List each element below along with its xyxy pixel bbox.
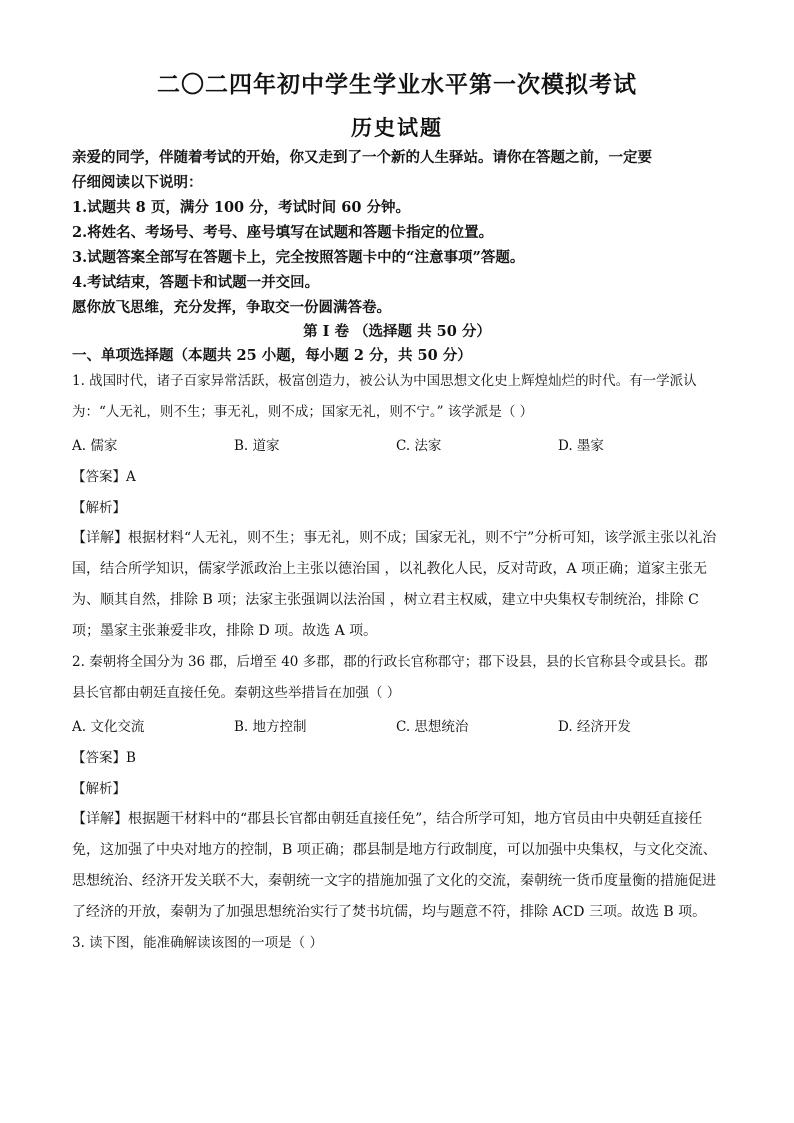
question-2-analysis: 【解析】 bbox=[72, 781, 126, 797]
question-1-analysis: 【解析】 bbox=[72, 500, 126, 516]
question-2-detail bbox=[72, 804, 726, 928]
question-line: 为：“人无礼，则不生；事无礼，则不成；国家无礼，则不宁。” 该学派是（ ） bbox=[72, 404, 534, 420]
option-a: A. 儒家 bbox=[72, 438, 118, 454]
detail-line: 免，这加强了中央对地方的控制，B 项正确；郡县制是地方行政制度，可以加强中央集权，与文化交流、 bbox=[72, 842, 717, 858]
option-c: C. 思想统治 bbox=[396, 719, 469, 735]
detail-line: 思想统治、经济开发关联不大，秦朝统一文字的措施加强了文化的交流，秦朝统一货币度量衡的措施促进 bbox=[72, 873, 716, 889]
question-2-stem bbox=[72, 647, 726, 709]
instructions-block bbox=[72, 145, 732, 320]
question-3-stem bbox=[72, 928, 726, 959]
instruction-line: 亲爱的同学，伴随着考试的开始，你又走到了一个新的人生驿站。请你在答题之前，一定要 bbox=[72, 149, 652, 166]
option-b: B. 地方控制 bbox=[234, 719, 307, 735]
exam-subtitle: 历史试题 bbox=[351, 115, 443, 140]
instruction-line: 3.试题答案全部写在答题卡上，完全按照答题卡中的“注意事项”答题。 bbox=[72, 249, 525, 266]
instruction-line: 2.将姓名、考场号、考号、座号填写在试题和答题卡指定的位置。 bbox=[72, 224, 494, 241]
detail-line: 项；墨家主张兼爱非攻，排除 D 项。故选 A 项。 bbox=[72, 623, 378, 639]
section-subtitle: 一、单项选择题（本题共 25 小题，每小题 2 分，共 50 分） bbox=[72, 347, 472, 364]
instruction-line: 仔细阅读以下说明： bbox=[72, 174, 203, 191]
section-title: 第 I 卷 （选择题 共 50 分） bbox=[303, 323, 491, 340]
option-a: A. 文化交流 bbox=[72, 719, 145, 735]
option-b: B. 道家 bbox=[234, 438, 280, 454]
question-1-detail bbox=[72, 523, 726, 647]
detail-line: 【详解】根据材料“人无礼，则不生；事无礼，则不成；国家无礼，则不宁”分析可知，该学派主张以礼治 bbox=[72, 530, 717, 546]
exam-title: 二〇二四年初中学生学业水平第一次模拟考试 bbox=[157, 71, 637, 98]
instruction-line: 愿你放飞思维，充分发挥，争取交一份圆满答卷。 bbox=[72, 299, 391, 316]
question-1-stem bbox=[72, 366, 726, 428]
question-2-answer: 【答案】B bbox=[72, 750, 136, 766]
detail-line: 了经济的开放，秦朝为了加强思想统治实行了焚书坑儒，均与题意不符，排除 ACD 三项。故选 B 项。 bbox=[72, 904, 707, 920]
question-1-options bbox=[72, 434, 732, 458]
option-c: C. 法家 bbox=[396, 438, 442, 454]
question-1-answer: 【答案】A bbox=[72, 469, 136, 485]
option-d: D. 墨家 bbox=[558, 438, 604, 454]
detail-line: 国，结合所学知识，儒家学派政治上主张以德治国 ，以礼教化人民，反对苛政，A 项正确；道家主张无 bbox=[72, 561, 708, 577]
question-line: 1. 战国时代，诸子百家异常活跃，极富创造力，被公认为中国思想文化史上辉煌灿烂的时代。有一学派认 bbox=[72, 373, 697, 389]
question-2-options bbox=[72, 715, 732, 739]
detail-line: 为、顺其自然，排除 B 项；法家主张强调以法治国 ，树立君主权威，建立中央集权专制统治，排除 C bbox=[72, 592, 699, 608]
question-line: 县长官都由朝廷直接任免。秦朝这些举措旨在加强（ ） bbox=[72, 685, 401, 701]
option-d: D. 经济开发 bbox=[558, 719, 631, 735]
question-line: 3. 读下图，能准确解读该图的一项是（ ） bbox=[72, 935, 323, 951]
question-line: 2. 秦朝将全国分为 36 郡，后增至 40 多郡，郡的行政长官称郡守；郡下设县，县的长官称县令或县长。郡 bbox=[72, 654, 708, 670]
instruction-line: 1.试题共 8 页，满分 100 分，考试时间 60 分钟。 bbox=[72, 199, 410, 216]
instruction-line: 4.考试结束，答题卡和试题一并交回。 bbox=[72, 274, 320, 291]
detail-line: 【详解】根据题干材料中的“郡县长官都由朝廷直接任免”，结合所学可知，地方官员由中央朝廷直接任 bbox=[72, 811, 703, 827]
